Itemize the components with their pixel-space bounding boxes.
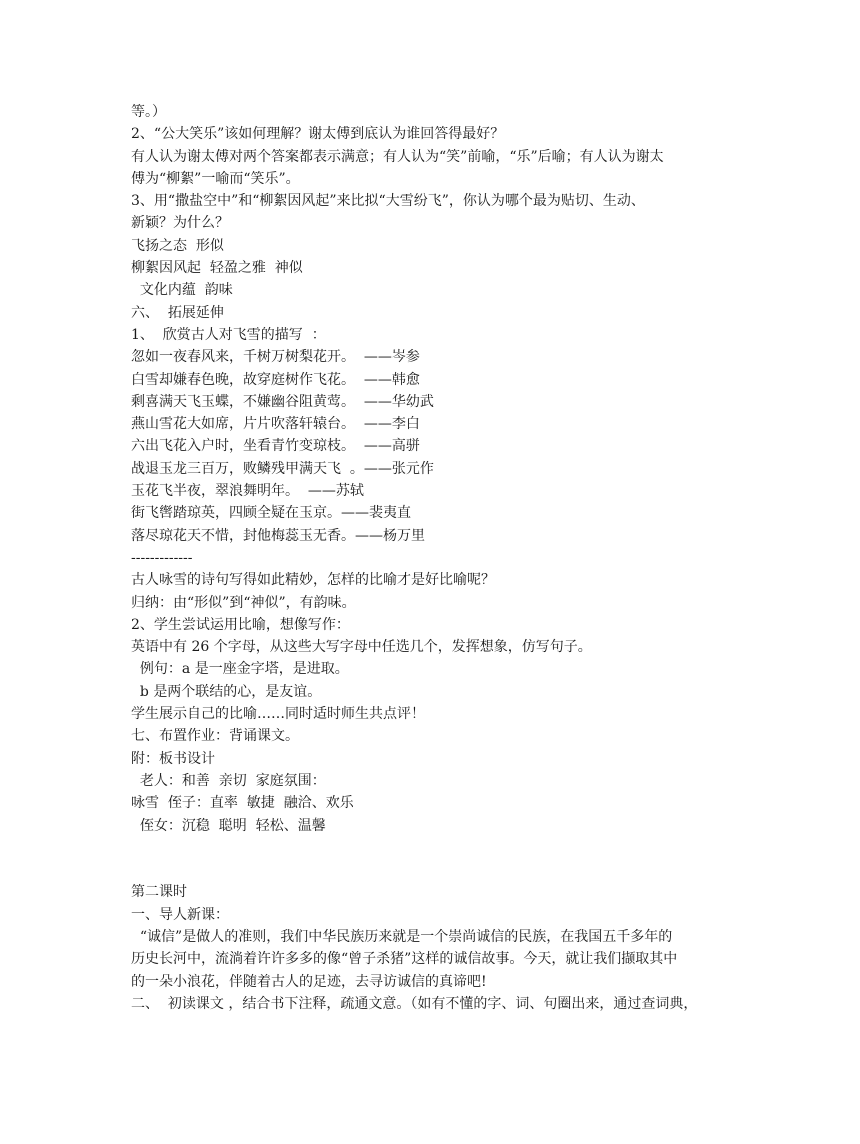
text-line: 飞扬之态 形似 bbox=[131, 237, 224, 254]
document-body bbox=[131, 101, 731, 1015]
section-gap bbox=[131, 837, 731, 882]
text-line: 傅为“柳絮”一喻而“笑乐”。 bbox=[131, 170, 300, 187]
poem-line: 燕山雪花大如席，片片吹落轩辕台。 ——李白 bbox=[131, 416, 420, 433]
section-heading: 二、 初读课文 ，结合书下注释，疏通文意。（如有不懂的字、词、句圈出来，通过查词典， bbox=[131, 995, 698, 1012]
poem-line: 街飞辔踏琼英，四顾全疑在玉京。——裴夷直 bbox=[131, 505, 411, 522]
divider-line: ------------- bbox=[131, 549, 193, 566]
text-line: 2、学生尝试运用比喻，想像写作： bbox=[131, 616, 350, 633]
text-line: 例句：a 是一座金字塔，是进取。 bbox=[131, 661, 349, 678]
section-heading: 一、导人新课： bbox=[131, 906, 229, 923]
text-line: 的一朵小浪花，伴随着古人的足迹，去寻访诚信的真谛吧! bbox=[131, 973, 487, 990]
text-line: 归纳：由“形似”到“神似”，有韵味。 bbox=[131, 594, 356, 611]
text-line: 古人咏雪的诗句写得如此精妙，怎样的比喻才是好比喻呢？ bbox=[131, 572, 495, 589]
section-heading: 六、 拓展延伸 bbox=[131, 304, 224, 321]
text-line: 1、 欣赏古人对飞雪的描写 ： bbox=[131, 326, 326, 343]
text-line: 历史长河中，流淌着许许多多的像“曾子杀猪”这样的诚信故事。今天，就让我们撷取其中 bbox=[131, 951, 678, 968]
poem-line: 忽如一夜春风来，千树万树梨花开。 ——岑参 bbox=[131, 349, 420, 366]
poem-line: 剩喜满天飞玉蝶，不嫌幽谷阻黄莺。 ——华幼武 bbox=[131, 393, 434, 410]
board-design-line: 咏雪 侄子：直率 敏捷 融洽、欢乐 bbox=[131, 795, 354, 812]
poem-line: 六出飞花入户时，坐看青竹变琼枝。 ——高骈 bbox=[131, 438, 420, 455]
text-line: b 是两个联结的心，是友谊。 bbox=[131, 683, 322, 700]
text-line: 等。） bbox=[131, 104, 166, 120]
text-line: 附：板书设计 bbox=[131, 750, 215, 767]
poem-line: 战退玉龙三百万，败鳞残甲满天飞 。——张元作 bbox=[131, 460, 434, 477]
text-line: 有人认为谢太傅对两个答案都表示满意；有人认为“笑”前喻，“乐”后喻；有人认为谢太 bbox=[131, 148, 664, 165]
question-line: 3、用“撒盐空中”和“柳絮因风起”来比拟“大雪纷飞”，你认为哪个最为贴切、生动、 bbox=[131, 193, 645, 210]
lesson-title: 第二课时 bbox=[131, 884, 187, 901]
text-line: “诚信”是做人的准则，我们中华民族历来就是一个崇尚诚信的民族，在我国五千多年的 bbox=[131, 928, 673, 945]
text-line: 学生展示自己的比喻……同时适时师生共点评！ bbox=[131, 706, 425, 723]
text-line: 柳絮因风起 轻盈之雅 神似 bbox=[131, 260, 303, 277]
poem-line: 白雪却嫌春色晚，故穿庭树作飞花。 ——韩愈 bbox=[131, 371, 420, 388]
question-line: 2、“公大笑乐”该如何理解？谢太傅到底认为谁回答得最好？ bbox=[131, 126, 505, 143]
board-design-line: 老人：和善 亲切 家庭氛围： bbox=[131, 772, 326, 789]
text-line: 新颖？为什么？ bbox=[131, 215, 229, 232]
poem-line: 玉花飞半夜，翠浪舞明年。 ——苏轼 bbox=[131, 483, 364, 500]
text-line: 文化内蕴 韵味 bbox=[131, 282, 233, 299]
poem-line: 落尽琼花天不惜，封他梅蕊玉无香。——杨万里 bbox=[131, 527, 425, 544]
text-line: 英语中有 26 个字母，从这些大写字母中任选几个，发挥想象，仿写句子。 bbox=[131, 639, 592, 656]
section-heading: 七、布置作业：背诵课文。 bbox=[131, 728, 299, 745]
board-design-line: 侄女：沉稳 聪明 轻松、温馨 bbox=[131, 817, 326, 834]
